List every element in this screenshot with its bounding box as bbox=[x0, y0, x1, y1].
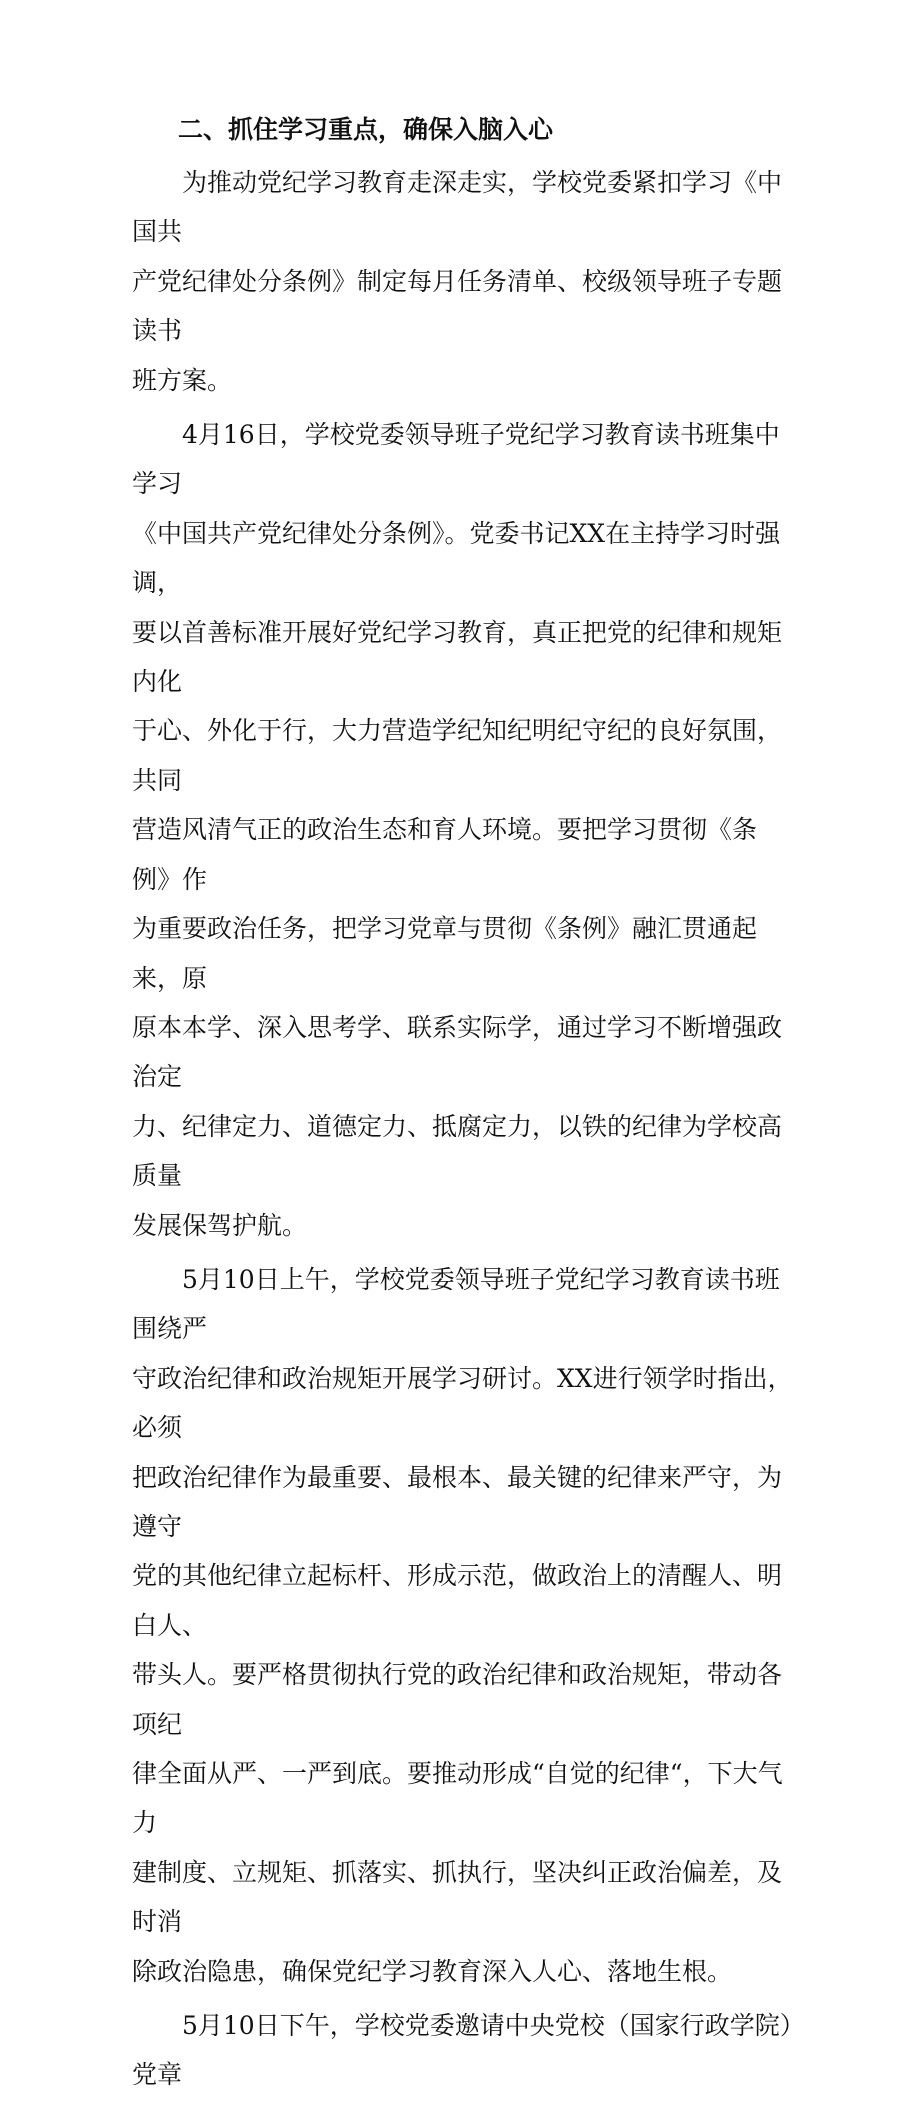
document-body bbox=[132, 158, 794, 2105]
paragraph-april-16: 4月16日，学校党委领导班子党纪学习教育读书班集中学习 《中国共产党纪律处分条例》。党委书记XX在主持学习时强调， 要以首善标准开展好党纪学习教育，真正把党的纪律和规矩内化 于心、外化于行，大力营造学纪知纪明纪守纪的良好氛围，共同 营造风清气正的政治生态和育人环境。要把学习贯彻《条例》作 为重要政治任务，把学习党章与贯彻《条例》融汇贯通起来，原 原本本学、深入思考学、联系实际学，通过学习不断增强政治定 力、纪律定力、道德定力、抵腐定力，以铁的纪律为学校高质量 发展保驾护航。 bbox=[132, 420, 783, 1240]
section-heading: 二、抓住学习重点，确保入脑入心 bbox=[178, 115, 554, 144]
paragraph-may-10-afternoon: 5月10日下午，学校党委邀请中央党校（国家行政学院）党章 bbox=[132, 2011, 793, 2090]
paragraph-may-10-morning: 5月10日上午，学校党委领导班子党纪学习教育读书班围绕严 守政治纪律和政治规矩开展学习研讨。XX进行领学时指出，必须 把政治纪律作为最重要、最根本、最关键的纪律来严守，为遵守 党的其他纪律立起标杆、形成示范，做政治上的清醒人、明白人、 带头人。要严格贯彻执行党的政治纪律和政治规矩，带动各项纪 律全面从严、一严到底。要推动形成“自觉的纪律“，下大气力 建制度、立规矩、抓落实、抓执行，坚决纠正政治偏差，及时消 除政治隐患，确保党纪学习教育深入人心、落地生根。 bbox=[132, 1264, 793, 1986]
paragraph-study-plan: 为推动党纪学习教育走深走实，学校党委紧扣学习《中国共 产党纪律处分条例》制定每月任务清单、校级领导班子专题读书 班方案。 bbox=[132, 168, 783, 395]
